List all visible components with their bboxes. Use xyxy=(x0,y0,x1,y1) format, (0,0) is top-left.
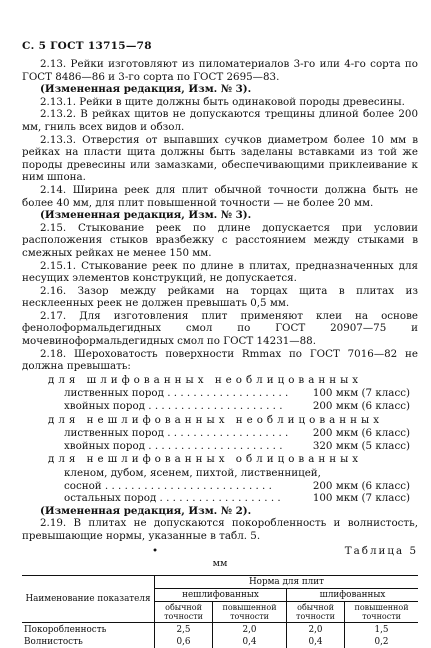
column-group-header: шлифованных xyxy=(286,588,418,601)
table-unit: мм xyxy=(212,558,228,570)
column-subheader: обычной точности xyxy=(155,601,213,622)
cell: 0,6 xyxy=(155,636,213,648)
cell: 2,0 xyxy=(286,622,344,636)
paragraph: 2.16. Зазор между рейками на торцах щита в плитах из несклеенных реек не должен превышать 0,5 мм. xyxy=(22,284,418,310)
paragraph: 2.13.2. В рейках щитов не допускаются трещины длиной более 200 мм, гниль всех видов и обзол. xyxy=(22,108,418,133)
cell: 0,4 xyxy=(286,636,344,648)
data-table xyxy=(22,575,418,648)
paragraph: 2.15.1. Стыкование реек по длине в плитах, предназначенных для несущих элементов конструкций, не допускается. xyxy=(22,259,418,285)
paragraph: 2.13.1. Рейки в щите должны быть одинаковой породы древесины. xyxy=(40,95,405,108)
row-name: Волнистость xyxy=(24,636,83,647)
row-value: 200 мкм (6 класс) xyxy=(312,479,410,492)
roughness-row xyxy=(22,467,418,480)
paragraph: 2.15. Стыкование реек по длине допускается при условии расположения стыков вразбежку с расстоянием между стыками в смежных рейках не менее 150 мм. xyxy=(22,221,418,259)
roughness-row xyxy=(22,440,418,453)
roughness-row xyxy=(22,492,418,505)
column-subheader: повышенной точности xyxy=(345,601,418,622)
paragraph: 2.13. Рейки изготовляют из пиломатериалов 3-го или 4-го сорта по ГОСТ 8486—86 и 3-го сорта по ГОСТ 2695—83. xyxy=(22,58,418,83)
row-label: хвойных пород . . . . . . . . . . . . . . . . . . . . . xyxy=(64,400,283,413)
row-label: лиственных пород . . . . . . . . . . . . . . . . . . . xyxy=(64,387,289,400)
column-subheader: обычной точности xyxy=(286,601,344,622)
table-caption-row xyxy=(22,545,418,558)
column-header: Наименование показателя xyxy=(25,593,151,604)
subheading: для нешлифованных облицованных xyxy=(48,453,363,466)
paragraph: 2.17. Для изготовления плит применяют клеи на основе фенолоформальдегидных смол по ГОСТ 20907—75 и мочевиноформальдегидных смол по ГОСТ 14231—88. xyxy=(22,309,418,348)
row-name: Покоробленность xyxy=(24,624,107,635)
stray-mark: • xyxy=(152,544,159,557)
page-header: С. 5 ГОСТ 13715—78 xyxy=(22,40,152,52)
row-value: 200 мкм (6 класс) xyxy=(312,400,410,413)
column-subheader: повышенной точности xyxy=(213,601,287,622)
amendment-note: (Измененная редакция, Изм. № 3). xyxy=(40,209,252,222)
amendment-note: (Измененная редакция, Изм. № 2). xyxy=(40,504,252,517)
row-label: лиственных пород . . . . . . . . . . . . . . . . . . . xyxy=(64,427,289,440)
row-value: 200 мкм (6 класс) xyxy=(312,427,410,440)
cell: 0,4 xyxy=(213,636,287,648)
document-body xyxy=(22,58,418,648)
roughness-row xyxy=(22,400,418,413)
cell: 2,5 xyxy=(155,622,213,636)
row-value: 100 мкм (7 класс) xyxy=(312,387,410,400)
paragraph: 2.14. Ширина реек для плит обычной точности должна быть не более 40 мм, для плит повышенной точности — не более 20 мм. xyxy=(22,183,418,209)
row-value: 100 мкм (7 класс) xyxy=(312,492,410,505)
cell: 1,5 xyxy=(345,622,418,636)
roughness-row xyxy=(22,387,418,400)
subheading: для шлифованных необлицованных xyxy=(48,373,363,386)
row-label: хвойных пород . . . . . . . . . . . . . . . . . . . . . xyxy=(64,439,283,452)
table-row xyxy=(22,636,418,648)
row-label: кленом, дубом, ясенем, пихтой, лиственницей, xyxy=(64,467,321,479)
roughness-row xyxy=(22,427,418,440)
paragraph: 2.13.3. Отверстия от выпавших сучков диаметром более 10 мм в рейках на пласти щита должны быть заделаны вставками из той же породы древесины или замазками, обеспечивающими приклеивание к ним шпона. xyxy=(22,133,418,184)
subheading: для нешлифованных необлицованных xyxy=(48,413,384,426)
cell: 0,2 xyxy=(345,636,418,648)
paragraph: 2.18. Шероховатость поверхности Rmmax по ГОСТ 7016—82 не должна превышать: xyxy=(22,347,418,373)
paragraph: 2.19. В плитах не допускаются покоробленность и волнистость, превышающие нормы, указанные в табл. 5. xyxy=(22,517,418,542)
roughness-row xyxy=(22,480,418,493)
column-group-header: нешлифованных xyxy=(155,588,287,601)
column-header: Норма для плит xyxy=(155,575,419,588)
cell: 2,0 xyxy=(213,622,287,636)
row-label: остальных пород . . . . . . . . . . . . . . . . . . . xyxy=(64,492,281,505)
amendment-note: (Измененная редакция, Изм. № 3). xyxy=(40,83,252,96)
row-value: 320 мкм (5 класс) xyxy=(312,439,410,452)
table-row xyxy=(22,622,418,636)
row-label: сосной . . . . . . . . . . . . . . . . . . . . . . . . . . xyxy=(64,479,272,492)
table-number: Таблица 5 xyxy=(344,544,418,557)
